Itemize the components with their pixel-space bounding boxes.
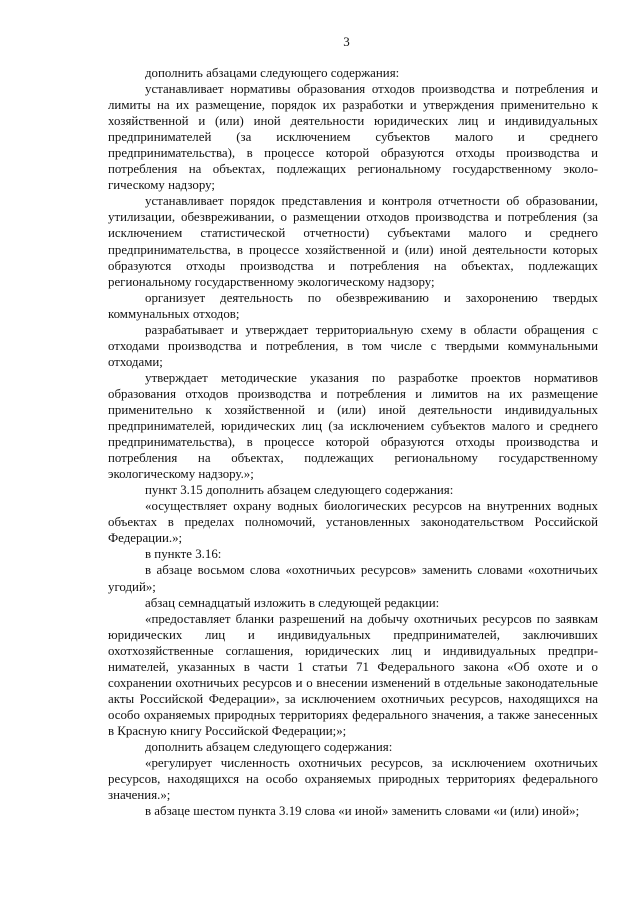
- paragraph: утверждает методические указания по разработке проектов нормативов образования отходов производства и потребления и лимитов на их размещение применительно к хозяйственной и (или) иной деятельности индивидуальных предпринимателей, юридических лиц (за исключением субъектов малого и среднего предпринимательства), в процессе которой образуются отходы производства и потребления на объектах, подлежащих региональному государственному экологическому надзору.»;: [108, 370, 598, 482]
- document-page: [108, 34, 598, 819]
- paragraph: в абзаце шестом пункта 3.19 слова «и иной» заменить словами «и (или) иной»;: [145, 804, 580, 819]
- paragraph: организует деятельность по обезвреживанию и захоронению твердых коммунальных отходов;: [108, 290, 598, 321]
- document-body: [108, 65, 598, 819]
- paragraph: абзац семнадцатый изложить в следующей редакции:: [145, 595, 440, 610]
- paragraph: разрабатывает и утверждает территориальную схему в области обращения с отходами производства и потребления, в том числе с твердыми коммунальными отходами;: [108, 322, 598, 369]
- page-number: 3: [343, 34, 350, 49]
- paragraph: дополнить абзацем следующего содержания:: [145, 739, 393, 754]
- paragraph: дополнить абзацами следующего содержания:: [145, 66, 400, 80]
- paragraph: в пункте 3.16:: [145, 547, 222, 562]
- paragraph: пункт 3.15 дополнить абзацем следующего содержания:: [145, 483, 454, 498]
- paragraph: устанавливает порядок представления и контроля отчетности об образовании, утилизации, обезвреживании, о размещении отходов производства и потребления (за исключением статистической отчетности) субъектами малого и среднего предпринимательства, в процессе хозяйственной и (или) иной деятельности которых образуются отходы производства и потребления на объектах, подлежащих региональному государственному экологическому надзору;: [108, 194, 598, 289]
- paragraph: в абзаце восьмом слова «охотничьих ресурсов» заменить словами «охотничьих угодий»;: [108, 563, 598, 594]
- paragraph: «регулирует численность охотничьих ресурсов, за исключением охотничьих ресурсов, находящихся на особо охраняемых природных территориях федерального значения.»;: [108, 756, 598, 803]
- paragraph: «предоставляет бланки разрешений на добычу охотничьих ресурсов по заявкам юридических лиц и индивидуальных предпринимателей, заключивших охотхозяйственные соглашения, юридических лиц и индивидуальных предпринимателей, указанных в части 1 статьи 71 Федерального закона «Об охоте и о сохранении охотничьих ресурсов и о внесении изменений в отдельные законодательные акты Российской Федерации», за исключением охотничьих ресурсов, находящихся на особо охраняемых природных территориях федерального значения, а также занесенных в Красную книгу Российской Федерации;»;: [108, 611, 598, 738]
- paragraph: «осуществляет охрану водных биологических ресурсов на внутренних водных объектах в пределах полномочий, установленных законодательством Российской Федерации.»;: [108, 499, 598, 546]
- paragraph: устанавливает нормативы образования отходов производства и потребления и лимиты на их размещение, порядок их разработки и утверждения применительно к хозяйственной и (или) иной деятельности юридических лиц и индивидуальных предпринимателей (за исключением субъектов малого и среднего предпринимательства), в процессе которой образуются отходы производства и потребления на объектах, подлежащих региональному государственному экологическому надзору;: [108, 82, 598, 193]
